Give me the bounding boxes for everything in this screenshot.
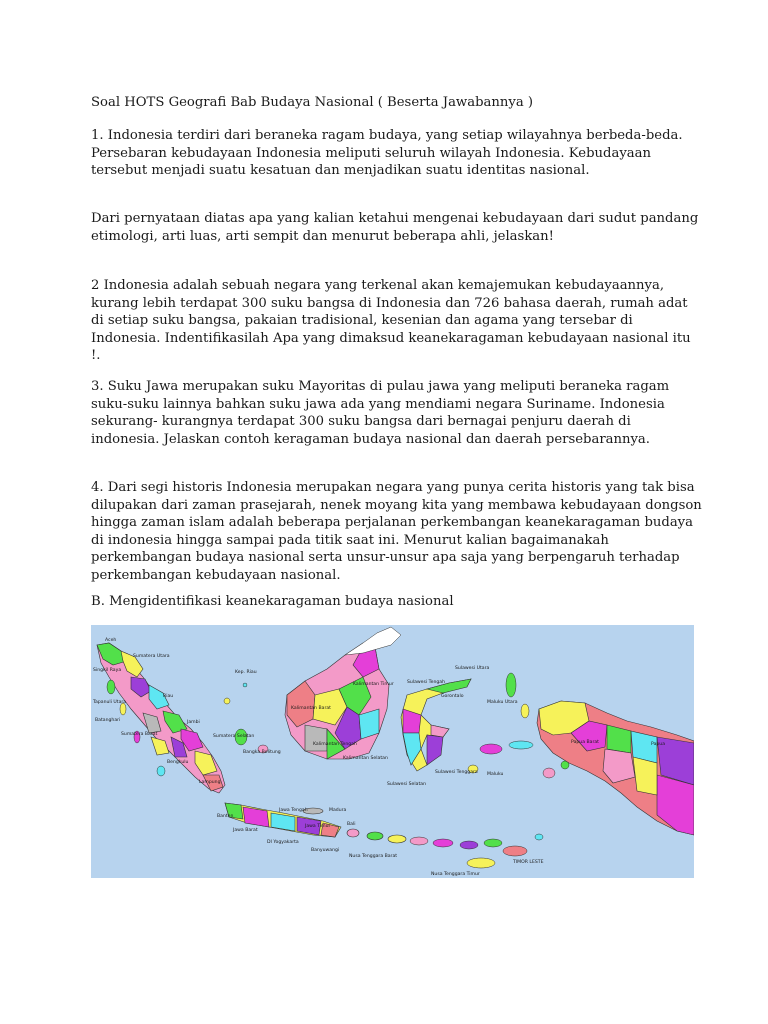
- map-label: Sumatera Barat: [121, 732, 158, 737]
- question-2-paragraph: 2 Indonesia adalah sebuah negara yang terkenal akan kemajemukan kebudayaannya, kurang lebih terdapat 300 suku bangsa di Indonesia dan 726 bahasa daerah, rumah adat di setiap suku bangsa, pakaian tradisional, kesenian dan agama yang tersebar di Indonesia. Indentifikasilah Apa yang dimaksud keanekaragaman kebudayaan nasional itu !.: [91, 278, 691, 364]
- map-label: Tapanuli Utara: [93, 700, 127, 705]
- map-label: Papua Barat: [571, 740, 599, 745]
- map-label: Kalimantan Selatan: [343, 756, 388, 761]
- question-1-prompt: Dari pernyataan diatas apa yang kalian ketahui mengenai kebudayaan dari sudut pandang etimologi, arti luas, arti sempit dan menurut beberapa ahli, jelaskan!: [91, 211, 699, 244]
- map-label: Kep. Riau: [235, 670, 257, 675]
- indonesia-map: [91, 625, 694, 878]
- question-3-paragraph: 3. Suku Jawa merupakan suku Mayoritas di pulau jawa yang meliputi beraneka ragam suku-suku lainnya bahkan suku jawa ada yang mendiami negara Suriname. Indonesia sekurang- kurangnya terdapat 300 suku bangsa dari bernagai penjuru daerah di indonesia. Jelaskan contoh keragaman budaya nasional dan daerah persebarannya.: [91, 379, 670, 447]
- map-label: DI Yogyakarta: [267, 840, 299, 845]
- map-label: Bali: [347, 822, 356, 827]
- indonesia-map-svg: [91, 625, 694, 878]
- question-4-paragraph: 4. Dari segi historis Indonesia merupakan negara yang punya cerita historis yang tak bisa dilupakan dari zaman prasejarah, nenek moyang kita yang membawa kebudayaan dongson hingga zaman islam adalah beberapa perjalanan perkembangan keanekaragaman budaya di indonesia hingga sampai pada titik saat ini. Menurut kalian bagaimanakah perkembangan budaya nasional serta unsur-unsur apa saja yang berpengaruh terhadap perkembangan kebudayaan nasional.: [91, 480, 702, 583]
- map-label: Maluku: [487, 772, 504, 777]
- map-label: Sumatera Selatan: [213, 734, 255, 739]
- map-label: Nusa Tenggara Barat: [349, 854, 398, 859]
- map-label: Aceh: [105, 638, 117, 643]
- map-label: Maluku Utara: [487, 700, 518, 705]
- map-label: Gorontalo: [441, 694, 464, 699]
- map-label: Kalimantan Barat: [291, 706, 331, 711]
- map-label: Banten: [217, 814, 234, 819]
- map-label: Batanghari: [95, 718, 121, 723]
- document-title: Soal HOTS Geografi Bab Budaya Nasional ( Beserta Jawabannya ): [91, 95, 534, 110]
- map-label: Riau: [163, 694, 174, 699]
- map-label: Bengkulu: [167, 760, 189, 765]
- question-1-paragraph: 1. Indonesia terdiri dari beraneka ragam budaya, yang setiap wilayahnya berbeda-beda. Persebaran kebudayaan Indonesia meliputi seluruh wilayah Indonesia. Kebudayaan tersebut menjadi suatu kesatuan dan menjadikan suatu identitas nasional.: [91, 128, 683, 179]
- section-b-heading: B. Mengidentifikasi keanekaragaman budaya nasional: [91, 594, 454, 609]
- map-label: Nusa Tenggara Timur: [431, 872, 480, 877]
- map-label: Madura: [329, 808, 347, 813]
- map-label: Jawa Tengah: [279, 808, 308, 813]
- map-label: Sulawesi Utara: [455, 666, 490, 671]
- map-label: Papua: [651, 742, 666, 747]
- map-label: Sumatera Utara: [133, 654, 170, 659]
- map-label: Sulawesi Selatan: [387, 782, 426, 787]
- map-label: Kalimantan Timur: [353, 682, 394, 687]
- map-label: Jambi: [187, 720, 200, 725]
- map-label: Sulawesi Tengah: [407, 680, 446, 685]
- map-label: Lampung: [199, 780, 221, 785]
- map-label: Kalimantan Tengah: [313, 742, 357, 747]
- map-label: TIMOR LESTE: [513, 860, 544, 865]
- map-label: Banyuwangi: [311, 848, 340, 853]
- map-label: Bangka Belitung: [243, 750, 281, 755]
- map-label: Jawa Barat: [233, 828, 258, 833]
- map-label: Sulawesi Tenggara: [435, 770, 478, 775]
- map-label: Singkil Raya: [93, 668, 122, 673]
- map-label: Jawa Timur: [305, 824, 331, 829]
